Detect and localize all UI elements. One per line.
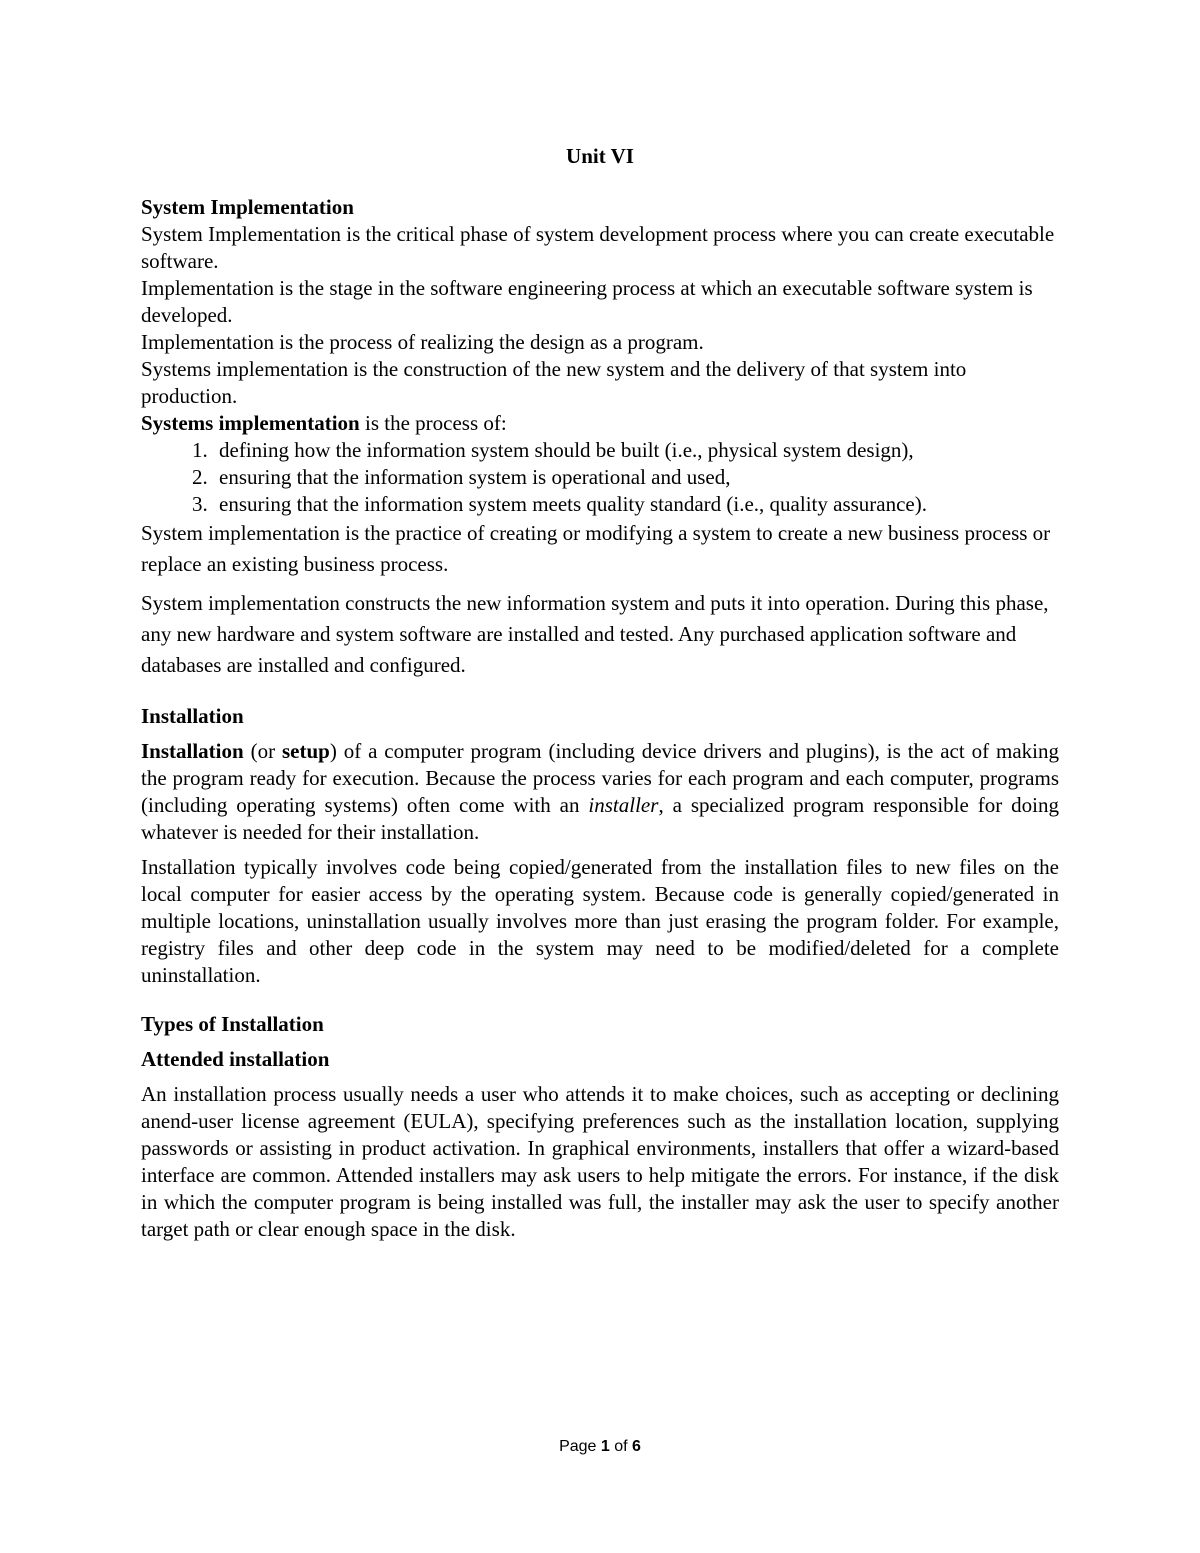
paragraph-installation-2: Installation typically involves code being copied/generated from the installation files to new files on the local computer for easier access by the operating system. Because code is generally copied/generated in multiple locations, uninstallation usually involves more than just erasing the program folder. For example, registry files and other deep code in the system may need to be modified/deleted for a complete uninstallation. [141, 855, 1059, 987]
footer-total-pages: 6 [632, 1438, 641, 1455]
paragraph-implementation-1: System Implementation is the critical phase of system development process where you can create executable software. [141, 222, 1055, 273]
paragraph-attended-installation: An installation process usually needs a user who attends it to make choices, such as accepting or declining anend-user license agreement (EULA), specifying preferences such as the installation location, supplying passwords or assisting in product activation. In graphical environments, installers that offer a wizard-based interface are common. Attended installers may ask users to help mitigate the errors. For instance, if the disk in which the computer program is being installed was full, the installer may ask the user to specify another target path or clear enough space in the disk. [141, 1082, 1059, 1241]
footer-current-page: 1 [600, 1438, 610, 1455]
page-content [141, 143, 1059, 1243]
paragraph-implementation-3: Implementation is the process of realizing the design as a program. [141, 330, 704, 354]
heading-installation: Installation [141, 704, 244, 728]
bold-term: Systems implementation [141, 411, 360, 435]
paragraph-implementation-5 [141, 410, 1059, 437]
paragraph-text: ) of a computer program (including device drivers and plugins), is the act of making the program ready for execution. Because the process varies for each program and each computer, programs (including operating systems) often come with an [141, 739, 1059, 817]
paragraph-implementation-2: Implementation is the stage in the software engineering process at which an executable software system is developed. [141, 276, 1033, 327]
paragraph-text: is the process of: [359, 411, 507, 435]
paragraph-text: , a specialized program responsible for doing whatever is needed for their installation. [141, 793, 1059, 844]
paragraph-implementation-7: System implementation constructs the new information system and puts it into operation. During this phase, any new hardware and system software are installed and tested. Any purchased application software and databases are installed and configured. [141, 591, 1049, 677]
implementation-steps-list [141, 437, 1059, 518]
page-title: Unit VI [566, 144, 634, 168]
paragraph-implementation-4: Systems implementation is the construction of the new system and the delivery of that system into production. [141, 357, 967, 408]
list-item: 2. ensuring that the information system is operational and used, [213, 464, 1059, 491]
heading-system-implementation: System Implementation [141, 195, 354, 219]
heading-types-of-installation: Types of Installation [141, 1012, 324, 1036]
footer-of-label: of [609, 1438, 633, 1455]
paragraph-implementation-6: System implementation is the practice of creating or modifying a system to create a new business process or replace an existing business process. [141, 521, 1051, 576]
paragraph-text: (or [243, 739, 282, 763]
paragraph-installation-1 [141, 738, 1059, 846]
heading-attended-installation: Attended installation [141, 1047, 330, 1071]
page-footer [0, 1433, 1200, 1460]
list-item: 1. defining how the information system should be built (i.e., physical system design), [213, 437, 1059, 464]
italic-term: installer [588, 793, 659, 817]
bold-term: Installation [141, 739, 244, 763]
footer-page-label: Page [559, 1438, 601, 1455]
bold-term: setup [281, 739, 330, 763]
list-item: 3. ensuring that the information system meets quality standard (i.e., quality assurance). [213, 491, 1059, 518]
